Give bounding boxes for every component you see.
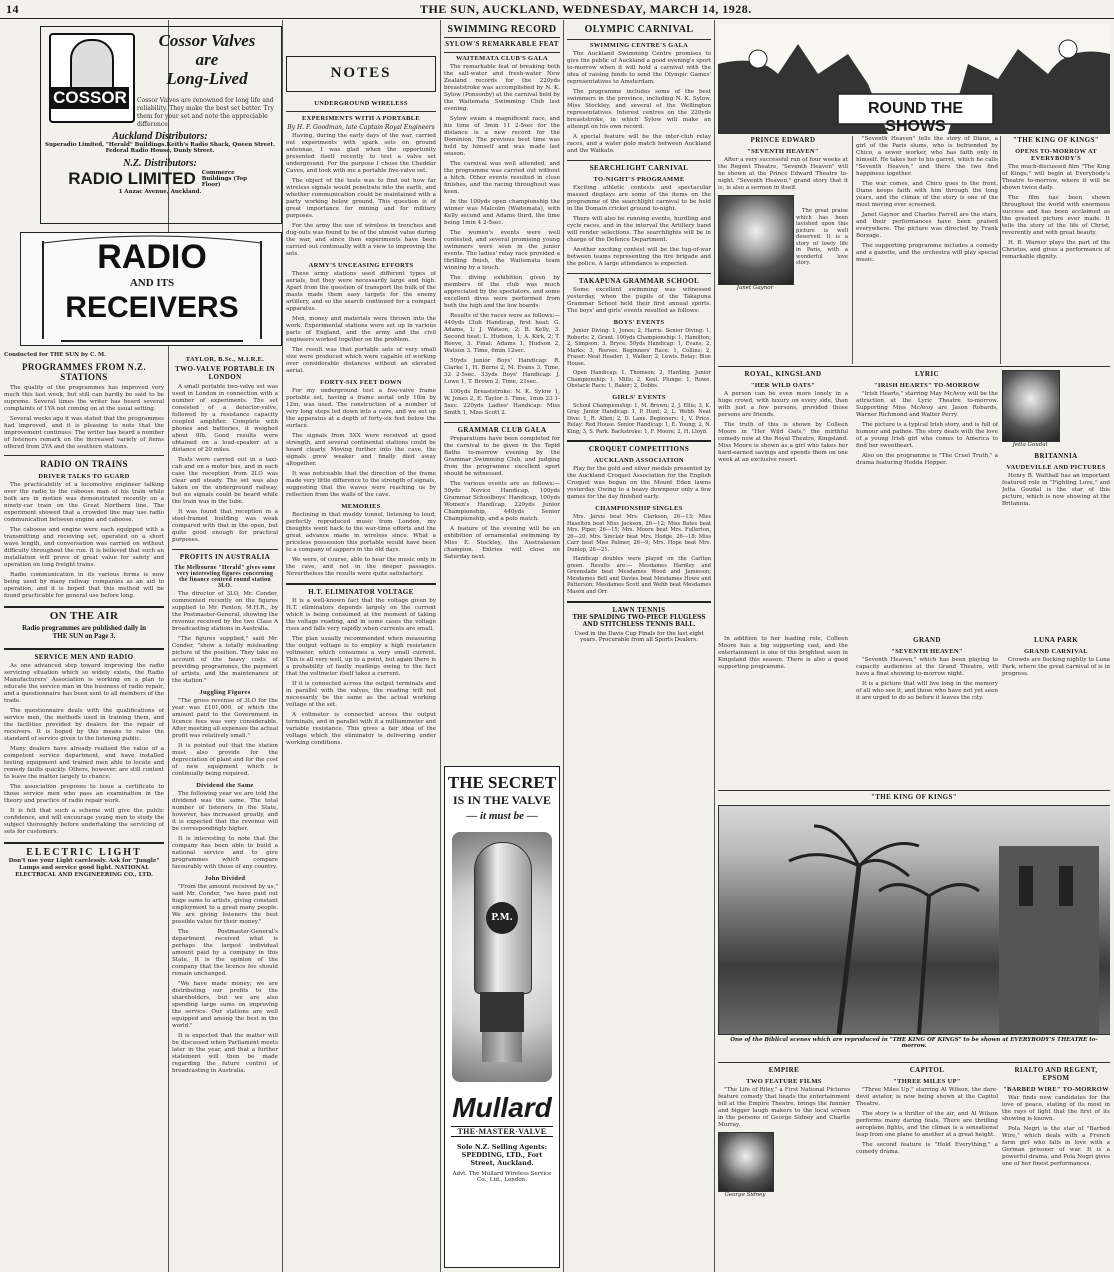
mullard-brand: Mullard xyxy=(452,1092,552,1123)
capitol-headline: CAPITOL xyxy=(909,1066,945,1074)
mullard-valve-illustration xyxy=(452,832,552,1082)
cossor-brand: COSSOR xyxy=(51,87,129,109)
radio-column: Conducted for THE SUN by C. M. PROGRAMMES FROM N.Z. STATIONS The quality of the programmes has improved very much this last week, but still can hardly be said to be supreme. Several times the writer has heard several complaints of 1YA not coming on at the usual setting. Several weeks ago it was stated that the programmes had improved, and it is pleasing to note that the improvement continues. The writer has heard a number of listeners remark on the increased variety of items offered from 2YA and the southern stations. RADIO ON TRAINS DRIVER TALKS TO GUARD The practicability of a locomotive engineer talking over the radio to the caboose man of his train while both are in motion was demonstrated recently on a ninety-car train on the Great Northern line. The experiment showed that a crowded line may use radio communication between engine and caboose. The caboose and engine were each equipped with a transmitting and receiving set, operated on a short wave length, and conversation was carried on without difficulty throughout the run. It is believed that such an installation will prove of great value for safety and operation on long freight trains. Radio communication in its various forms is now being used by many railway companies as an aid to operation, and it is hoped that this method will be found practicable for general use before long. ON THE AIR Radio programmes are published daily in THE SUN on Page 3. SERVICE MEN AND RADIO As one advanced step toward improving the radio servicing situation which so widely exists, the Radio Manufacturers' Association is working on a plan to educate the service man in the business of radio repair, and a questionnaire has been sent to all members of the trade. The questionnaire deals with the qualifications of service men, the methods used in training them, and the facilities provided by dealers for the repair of receivers. It is hoped by this means to raise the standard of service given to the listening public. Many dealers have already realised the value of a competent service department, and have installed testing equipment and trained men able to locate and remedy faults quickly. Others, however, are still content to leave the matter largely to chance. The association proposes to issue a certificate to those service men who pass an examination in the theory and practice of radio repair work. It is felt that such a scheme will give the public confidence, and will encourage young men to study the subject thoroughly before undertaking the servicing of sets for customers. ELECTRIC LIGHT Don't use your Light carelessly. Ask for "Jungle" Lamps and service good light. NATIONAL ELECTRICAL AND ENGINEERING CO., LTD. xyxy=(4,352,164,878)
pm-badge-icon: P.M. xyxy=(486,902,518,934)
lyric-column: LYRIC "IRISH HEARTS" TO-MORROW "Irish Hearts," starring May McAvoy will be the attraction at the Lyric Theatre to-morrow. Supporting Miss McAvoy are Jason Robards, Warner Richmond and Walter Perry. The picture is a typical Irish story, and is full of humour and pathos. The story deals with the love of a young Irish girl who comes to America to find her sweetheart. Also on the programme is "The Cruel Truth," a drama featuring Hedda Hopper. xyxy=(856,370,998,466)
rialto-column: RIALTO AND REGENT, EPSOM "BARBED WIRE" TO-MORROW War finds new candidates for the love of peace, stating of its most in the rays of light that the first of its showing is known. Pola Negri is the star of "Barbed Wire," which deals with a French farm girl who falls in love with a German prisoner of war. It is a powerful drama, and Pola Negri gives one of her finest performances. xyxy=(1002,1066,1110,1167)
britannia-headline: BRITANNIA xyxy=(1034,452,1078,460)
janet-gaynor-photo xyxy=(718,195,794,285)
takapuna-headline: TAKAPUNA GRAMMAR SCHOOL xyxy=(567,273,711,285)
prince-edward-column: PRINCE EDWARD "SEVENTH HEAVEN" After a very successful run of four weeks at the Regent Theatre, "Seventh Heaven" will be shown at the Prince Edward Theatre to-night. "Seventh Heaven," grand story that it is, is also a sermon in itself. Janet Gaynor xyxy=(718,136,848,291)
royal-kingsland-headline: ROYAL, KINGSLAND xyxy=(744,370,822,378)
valve-pins xyxy=(482,1032,522,1062)
electric-light-ad: ELECTRIC LIGHT Don't use your Light carelessly. Ask for "Jungle" Lamps and service good light. NATIONAL ELECTRICAL AND ENGINEERING CO., LTD. xyxy=(4,842,164,879)
cossor-logo xyxy=(49,33,135,123)
on-air-box: ON THE AIR Radio programmes are published daily in THE SUN on Page 3. xyxy=(4,606,164,642)
royal-kingsland-column: ROYAL, KINGSLAND "HER WILD OATS" A person can be even more lonely in a huge crowd, with luxury on every side, than with just a few persons, provided those persons are friends. The truth of this is shown by Colleen Moore in "Her Wild Oats," the mirthful comedy now at the Royal Theatre, Kingsland. Miss Moore is shown as a girl who takes her hard-earned savings and spends them on one week at an exclusive resort. xyxy=(718,370,848,463)
luna-park-headline: LUNA PARK xyxy=(1033,636,1079,644)
britannia-column: Jetta Goudal BRITANNIA VAUDEVILLE AND PICTURES Henry B. Walthall has an important featured role in "Fighting Love," and Jetta Goudal is the star of this picture, which is now showing at the Britannia. xyxy=(1002,370,1110,632)
jetta-goudal-photo xyxy=(1002,370,1060,442)
profits-headline: PROFITS IN AUSTRALIA xyxy=(172,549,278,561)
grand-headline: GRAND xyxy=(913,636,941,644)
prince-edward-continued: The great praise which has been lavished upon this picture is well deserved. It is a story of lowly life in Paris, with a wonderful love story. xyxy=(796,208,848,266)
palm-trees-icon xyxy=(719,806,1110,1034)
searchlight-headline: SEARCHLIGHT CARNIVAL xyxy=(567,160,711,172)
george-sidney-photo xyxy=(718,1132,774,1192)
notes-box xyxy=(286,56,436,92)
capitol-column: CAPITOL "THREE MILES UP" "Three Miles Up," starring Al Wilson, the dare-devil aviator, is now being shown at the Capitol Theatre. The story is a thriller of the air, and Al Wilson performs many daring feats. There are thrilling aeroplane fights, and the climax is a sensational leap from one plane to another at a great height. The second feature is "Hold Everything," a comedy drama. xyxy=(856,1066,998,1155)
shows-banner-title: ROUND THE SHOWS xyxy=(867,100,964,134)
column-rule xyxy=(714,20,715,1272)
swimming-column: SWIMMING RECORD SYLOW'S REMARKABLE FEAT WAITEMATA CLUB'S GALA The remarkable feat of breaking both the salt-water and fresh-water New Zealand records for the 220yds breaststroke was accomplished by N. K. Sylow (Ponsonby) at the carnival held by the Waitemata Swimming Club last evening. Sylow swam a magnificent race, and his time of 3min 11 2-5sec for the distance is a new record for the Dominion. The previous best time was held by himself and was made last season. The carnival was well attended, and the programme was carried out without a hitch. Other events resulted in close finishes, and the racing throughout was keen. In the 100yds open championship the winner was Malcolm (Waitemata), with Kelly second and Adams third, the time being 1min 4 2-5sec. The women's events were well contested, and several promising young swimmers were seen in the junior events. The ladies' relay race provided a thrilling finish, the Waitemata team winning by a touch. The diving exhibition given by members of the club was much appreciated by the spectators, and some excellent dives were performed from both the high and the low boards. Results of the races were as follows:— 440yds Club Handicap, first heat: G. Adams, 1; J. Watson, 2; B. Kelly, 3. Second heat: L. Hudson, 1; A. Kirk, 2; T. Reeve, 3. Final: Adams 1, Hudson 2, Watson 3. Time, 6min 12sec. 50yds Junior Boys' Handicap: R. Clarke 1, H. Burns 2, M. Evans 3. Time, 32 2-5sec. 33yds Boys' Handicap: J. Lowe 1, T. Brown 2. Time, 21sec. 100yds Breaststroke: N. K. Sylow 1, W. Jones 2, E. Taylor 3. Time, 1min 23 1-5sec. 220yds Ladies' Handicap: Miss Smith 1, Miss Scott 2. GRAMMAR CLUB GALA Preparations have been completed for the carnival to be given in the Tepid Baths to-morrow evening by the Grammar Swimming Club, and judging from the programme excellent sport should be witnessed. The various events are as follows:— 50yds Novice Handicap, 100yds Grammar Schoolboys' Handicap, 100yds Women's Handicap, 220yds Junior Championship, 440yds Senior Championship, and a polo match. A feature of the evening will be an exhibition of ornamental swimming by Miss E. Stockley, the Australasian champion. Entries will close on Saturday next. xyxy=(444,24,560,560)
cossor-body: Cossor Valves are renowned for long life and reliability. They make the best set better. Try them for your set and note the appreciable difference. xyxy=(137,97,274,128)
biblical-scene-photo xyxy=(718,805,1110,1035)
two-valve-headline: TWO-VALVE PORTABLE IN LONDON xyxy=(175,365,275,381)
rialto-headline: RIALTO AND REGENT, EPSOM xyxy=(1014,1066,1098,1082)
olympic-headline: OLYMPIC CARNIVAL xyxy=(584,24,694,35)
column-rule xyxy=(563,20,564,1272)
column-rule xyxy=(1000,136,1002,364)
prince-edward-headline: PRINCE EDWARD xyxy=(750,136,816,144)
masthead xyxy=(0,0,1114,18)
croquet-headline: CROQUET COMPETITIONS xyxy=(567,440,711,453)
masthead-title: THE SUN, AUCKLAND, WEDNESDAY, MARCH 14, 1928. xyxy=(420,2,752,16)
mullard-ad: THE SECRET IS IN THE VALVE — it must be — P.M. Mullard THE·MASTER·VALVE Sole N.Z. Selling Agents: SPEDDING, LTD., Fort Street, Auckland. Advt. The Mullard Wireless Service Co., Ltd., London. xyxy=(444,766,560,1268)
cossor-headline: Cossor Valves are Long-Lived xyxy=(158,31,256,88)
column-rule xyxy=(852,136,854,364)
page-number: 14 xyxy=(6,2,19,16)
king-of-kings-photo-block: "THE KING OF KINGS" One of the Biblical scenes which are reproduced in "THE KING OF KINGS" to be shown at EVERYBODY'S THEATRE to-morrow. xyxy=(718,790,1110,1058)
royal-continued: In addition to her leading role, Colleen Moore has a big supporting cast, and the entertainment is one of the brightest seen in Kingsland this season. There is also a good supporting programme. xyxy=(718,636,848,670)
programmes-headline: PROGRAMMES FROM N.Z. STATIONS xyxy=(22,362,146,382)
cossor-ad xyxy=(40,26,282,224)
cossor-distributors: Auckland Distributors: Superadio Limited, "Herald" Buildings. Keith's Radio Shack, Queen Street. Federal Radio House, Dunly Street. N.Z. Distributors: RADIO LIMITED Commerce Buildings (Top Floor) 1 Anzac Avenue, Auckland. xyxy=(45,131,275,195)
service-headline: SERVICE MEN AND RADIO xyxy=(4,648,164,661)
column-rule xyxy=(282,20,283,1272)
prince-edward-text: "Seventh Heaven" tells the story of Diane, a girl of the Paris slums, who is befriended by Chico, a sewer worker, who has faith only in himself. He takes her to his garret, which he calls "Seventh Heaven," and there the two find happiness together. The war comes, and Chico goes to the front. Diane keeps faith with him through the long years, and the climax of the story is one of the most moving ever screened. Janet Gaynor and Charles Farrell are the stars, and their performances have been praised everywhere. The picture was directed by Frank Borzage. The supporting programme includes a comedy and a gazette, and the orchestra will play special music. xyxy=(856,136,998,263)
empire-column: EMPIRE TWO FEATURE FILMS "The Life of Riley," a First National Pictures feature comedy that heads the entertainment bill at the Empire Theatre, brings the funnier and bigger laugh makers to the local screen in the persons of George Sidney and Charlie Murray. George Sidney xyxy=(718,1066,850,1198)
section-rule xyxy=(718,1062,1110,1063)
taylor-column: TAYLOR, B.Sc., M.I.R.E. TWO-VALVE PORTABLE IN LONDON A small portable two-valve set was used in London in connection with a number of experiments. The set consisted of a detector-valve, followed by a resistance capacity coupled amplifier. Complete with phones and batteries, it weighed about 9lb. Good results were obtained on a loud-speaker at a distance of 20 miles. Tests were carried out in a taxi-cab and on a motor bus, and in each case the reception from 2LO was clear and steady. The set was also taken on the underground railway, but no signals could be heard while the train was in the tube. It was found that reception in a steel-framed building was weak compared with that in the open, but quite good enough for practical purposes. PROFITS IN AUSTRALIA The Melbourne "Herald" gives some very interesting figures concerning the finance centred round station 3LO. The director of 3LO, Mr. Conder, commented recently on the figures supplied to Mr. Fenton, M.H.R., by the Postmaster-General, showing the revenue received by the two Class A broadcasting stations in Australia. "The figures supplied," said Mr. Conder, "show a totally misleading picture of the position. They take no account of the heavy costs of providing programmes, the payment of artists, and the maintenance of the station." Juggling Figures "The gross revenue of 3LO for the year was £101,000, of which the amount paid to the Government in licence fees was very considerable. After meeting all expenses the actual profit was relatively small." It is pointed out that the station must also provide for the depreciation of plant and for the cost of new equipment which is continually being required. Dividend the Same The following year we are told the dividend was the same. The total number of listeners in the State, however, has increased greatly, and it is expected that the revenue will be correspondingly higher. It is interesting to note that the company has been able to build a national service and to give programmes which compare favourably with those of any country. John Divided "From the amount received by us," said Mr. Conder, "we have paid out huge sums to artists, giving constant employment to a great many people. We are giving listeners the best possible value for their money." The Postmaster-General's department received what is perhaps the largest individual amount paid by a company in this State. It is the opinion of the company that the licence fee should remain unchanged. "We have made money; we are distributing our profits to the shareholders, but we are also spending large sums on improving the service. Our stations are well equipped and among the best in the world." It is expected that the matter will be discussed when Parliament meets later in the year, and that a further statement will then be made regarding the future control of broadcasting in Australia. xyxy=(172,356,278,1074)
radio-banner: RADIO AND ITS RECEIVERS xyxy=(20,232,282,346)
notes-headline: NOTES xyxy=(330,65,392,81)
olympic-column: OLYMPIC CARNIVAL SWIMMING CENTRE'S GALA The Auckland Swimming Centre promises to give the public of Auckland a good evening's sport to-morrow when it will hold a carnival with the idea of raising funds to send the Olympic Games' representatives to Amsterdam. The programme includes some of the best swimmers in the province, including N. K. Sylow, Miss Stockley, and several of the Wellington representatives. Interest centres on the 220yds breaststroke, in which Sylow will make an attempt on his own record. A special feature will be the inter-club relay races, and a water polo match between Auckland and the Waikato. SEARCHLIGHT CARNIVAL TO-NIGHT'S PROGRAMME Exciting athletic contests and spectacular massed displays are some of the items on the programme of the searchlight carnival to be held in the Domain cricket ground to-night. There will also be running events, hurdling and cycle races, and in the interval the Artillery band will render selections. The searchlights will be in charge of the Defence Department. Another exciting contest will be the tug-of-war between teams representing the fire brigade and the police. A large attendance is expected. TAKAPUNA GRAMMAR SCHOOL Some excellent swimming was witnessed yesterday, when the pupils of the Takapuna Grammar School held their first annual sports. The boys' and girls' events resulted as follows: BOYS' EVENTS Junior Diving: 1, Jones; 2, Harris. Senior Diving: 1, Roberts; 2, Grant. 100yds Championship: 1, Hamilton; 2, Simpson; 3, Bryce. 50yds Handicap: 1, Evans; 2, Marks; 3, Reeves. Beginners' Race: 1, Collins; 2, Fraser. Neat Header: 1, Walker; 2, Lewis. Relay: Blue House. Open Handicap: 1, Thomson; 2, Harding. Junior Championship: 1, Mills; 2, Kent. Plunge: 1, Rowe. Obstacle Race: 1, Baker; 2, Dobbs. GIRLS' EVENTS School Championship: 1, M. Brown; 2, J. Ellis; 3, K. Gray. Junior Handicap: 1, P. Hunt; 2, L. Webb. Neat Dive: 1, R. Allen; 2, D. Lane. Beginners: 1, V. Price. Relay: Red House. Senior Handicap: 1, E. Young; 2, N. King; 3, S. Park. Backstroke: 1, F. Moore; 2, H. Lloyd. CROQUET COMPETITIONS AUCKLAND ASSOCIATION Play for the gold and silver medals presented by the Auckland Croquet Association for the English Croquet was begun on the Mount Eden lawns yesterday. Owing to a heavy downpour only a few games for the day finished early. CHAMPIONSHIP SINGLES Mrs. Jarvis beat Mrs. Clarkson, 26—13; Miss Haselton beat Miss Jackson, 26—12; Miss Bates beat Mrs. Piper, 26—15; Mrs. Moore beat Mrs. Fullerton, 26—20; Mrs. Sinclair beat Mrs. Hodge, 26—18; Miss Carr beat Miss Palmer, 26—9; Mrs. Hope beat Mrs. Dunlop, 26—21. Handicap doubles were played on the Carlton green. Results are:— Mesdames Hardley and Greenslade beat Mesdames Wood and Jamieson; Mesdames Bell and Davies beat Mesdames Howe and Patterson; Mesdames Scott and Webb beat Mesdames Mason and Orr. LAWN TENNIS THE SPALDING TWO-PIECE FLUGLESS AND STITCHLESS TENNIS BALL. Used in the Davis Cup Finals for the last eight years. Procurable from all Sports Dealers. xyxy=(567,24,711,643)
trains-headline: RADIO ON TRAINS xyxy=(4,455,164,469)
valve-base xyxy=(480,992,524,1032)
luna-park-column: LUNA PARK GRAND CARNIVAL Crowds are flocking nightly to Luna Park, where the great carnival of is in progress. xyxy=(1002,636,1110,677)
grand-column: GRAND "SEVENTH HEAVEN" "Seventh Heaven," which has been playing to capacity audiences at the Grand Theatre, will have a final showing to-morrow night. It is a picture that will live long in the memory of all who see it, and those who have not yet seen it are urged to do so before it leaves the city. xyxy=(856,636,998,701)
round-the-shows-banner xyxy=(718,24,1110,134)
swimming-headline: SWIMMING RECORD xyxy=(447,24,557,35)
radio-limited: RADIO LIMITED xyxy=(68,169,196,188)
lawn-tennis-ad: LAWN TENNIS THE SPALDING TWO-PIECE FLUGLESS AND STITCHLESS TENNIS BALL. Used in the Davis Cup Finals for the last eight years. Procurable from all Sports Dealers. xyxy=(567,601,711,643)
masthead-rule xyxy=(0,18,1114,19)
section-rule xyxy=(718,366,1110,367)
grammar-headline: GRAMMAR CLUB GALA xyxy=(444,422,560,434)
empire-headline: EMPIRE xyxy=(768,1066,800,1074)
ht-headline: H.T. ELIMINATOR VOLTAGE xyxy=(286,583,436,596)
column-rule xyxy=(440,20,441,1272)
king-of-kings-column: "THE KING OF KINGS" OPENS TO-MORROW AT EVERYBODY'S The much-discussed film "The King of Kings," will begin at Everybody's Theatre to-morrow, where it will be shown twice daily. The film has been shown throughout the world with enormous success and has been acclaimed as the greatest picture ever made. It tells the story of the life of Christ, reverently and with great beauty. H. B. Warner plays the part of the Christus, and gives a performance of remarkable dignity. xyxy=(1002,136,1110,260)
lyric-headline: LYRIC xyxy=(915,370,939,378)
king-of-kings-headline: "THE KING OF KINGS" xyxy=(1012,136,1100,144)
notes-column: NOTES UNDERGROUND WIRELESS EXPERIMENTS WITH A PORTABLE By H. F. Goodman, late Captain Royal Engineers Having, during the early days of the war, carried out experiments with spark sets on ground antennae, I was glad when the opportunity presented itself recently to test a valve set underground. For the purpose I chose the Cheddar Caves, and took with me a portable five-valve set. The object of the tests was to find out how far wireless signals would penetrate into the earth, and whether communication could be maintained with a party working below ground. This question is of great importance for mining and for military purposes. For the army the use of wireless in trenches and dug-outs was found to be of the utmost value during the war, and since then experiments have been carried out continually with a view to improving the sets. ARMY'S UNCEASING EFFORTS These army stations used different types of aerials, but they were necessarily large and high. Apart from the question of transport the bulk of the masts made them easy targets for the enemy artillery, and so the search continued for a compact apparatus. Men, money and materials were thrown into the work. Experimental stations were set up in various parts of England, and the army and the civil engineers worked together on the problem. The result was that portable sets of very small size were produced which were capable of working over considerable distances without an elevated aerial. FORTY-SIX FEET DOWN For my underground test a five-valve frame portable set, having a frame aerial only 18in by 12in, was used. The construction of a number of very long steps led down into a cave, and we set up the apparatus at a depth of forty-six feet below the surface. The signals from 5XX were received at good strength, and several continental stations could be heard clearly. Moving further into the cave, the signals grew weaker and finally died away altogether. It was noticeable that the direction of the frame made very little difference to the strength of signals, suggesting that the waves were reaching us by reflection from the walls of the cave. MEMORIES Reclining in that muddy tunnel, listening to loud, perfectly reproduced music from London, my thoughts went back to the war-time efforts and the great advance made in wireless since. What a priceless possession this portable would have been to a company of sappers in the old days. We were, of course, able to hear the music only in the cave, and not in the deeper passages. Nevertheless the results were quite satisfactory. H.T. ELIMINATOR VOLTAGE It is a well-known fact that the voltage given by H.T. eliminators depends largely on the current which is being consumed at the moment of taking the voltage reading, and in some cases the voltage rises and falls very rapidly when currents are small. The plan usually recommended when measuring the output voltage is to employ a high resistance voltmeter, which consumes a very small current. This is all very well, up to a point, but again there is a probability of faulty readings owing to the fact that the voltmeter itself takes a current. If it is connected across the output terminals and in parallel with the valves, the reading will not necessarily be the same as the actual working voltage of the set. A voltmeter is connected across the output terminals, and in parallel with it a milliammeter and variable resistance. This gives a fair idea of the voltage which the eliminator is delivering under working conditions. xyxy=(286,22,436,1270)
